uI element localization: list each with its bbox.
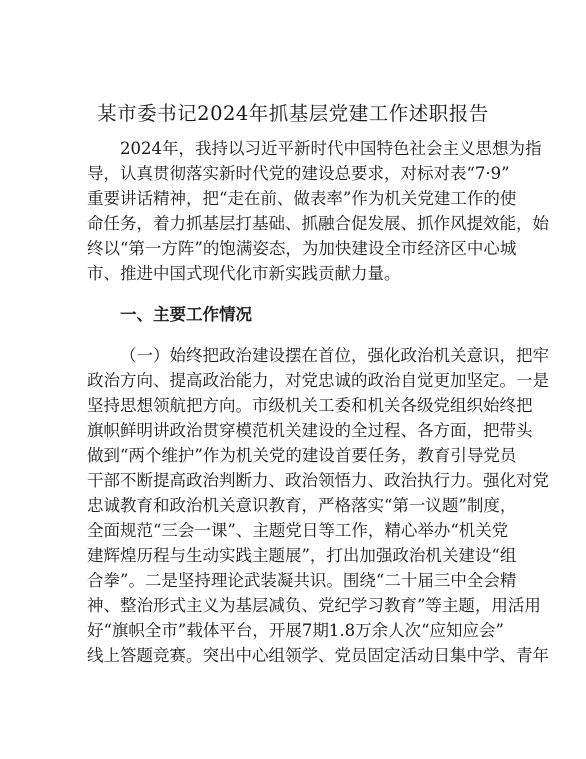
paragraph-line: 建辉煌历程与生动实践主题展”，打出加强政治机关建设“组: [87, 546, 517, 565]
paragraph-line: 合拳”。二是坚持理论武装凝共识。围绕“二十届三中全会精: [87, 571, 517, 590]
section-paragraph: [87, 343, 549, 668]
paragraph-line: 忠诚教育和政治机关意识教育，严格落实“第一议题”制度，: [87, 496, 517, 515]
section-heading: 一、主要工作情况: [120, 305, 252, 324]
document-title: 某市委书记2024年抓基层党建工作述职报告: [97, 102, 489, 125]
paragraph-line: 市、推进中国式现代化市新实践贡献力量。: [87, 264, 401, 283]
paragraph-line: 命任务，着力抓基层打基础、抓融合促发展、抓作风提效能，始: [87, 214, 549, 233]
paragraph-line: 神、整治形式主义为基层减负、党纪学习教育”等主题，用活用: [87, 596, 541, 615]
paragraph-line: 旗帜鲜明讲政治贯穿模范机关建设的全过程、各方面，把带头: [87, 421, 533, 440]
paragraph-line: （一）始终把政治建设摆在首位，强化政治机关意识，把牢: [120, 346, 549, 365]
paragraph-line: 干部不断提高政治判断力、政治领悟力、政治执行力。强化对党: [87, 471, 549, 490]
paragraph-line: 政治方向、提高政治能力，对党忠诚的政治自觉更加坚定。一是: [87, 371, 549, 390]
paragraph-line: 2024年，我持以习近平新时代中国特色社会主义思想为指: [120, 139, 542, 158]
paragraph-line: 终以“第一方阵”的饱满姿态，为加快建设全市经济区中心城: [87, 239, 517, 258]
document-body: [87, 136, 549, 668]
intro-paragraph: [87, 136, 549, 286]
paragraph-line: 线上答题竞赛。突出中心组领学、党员固定活动日集中学、青年: [87, 646, 549, 665]
paragraph-line: 做到“两个维护”作为机关党的建设首要任务，教育引导党员: [87, 446, 517, 465]
paragraph-line: 导，认真贯彻落实新时代党的建设总要求，对标对表“7·9”: [87, 164, 510, 183]
paragraph-line: 重要讲话精神，把“走在前、做表率”作为机关党建工作的使: [87, 189, 517, 208]
paragraph-line: 好“旗帜全市”载体平台，开展7期1.8万余人次“应知应会”: [87, 621, 504, 640]
paragraph-line: 坚持思想领航把方向。市级机关工委和机关各级党组织始终把: [87, 396, 533, 415]
paragraph-line: 全面规范“三会一课”、主题党日等工作，精心举办“机关党: [87, 521, 509, 540]
